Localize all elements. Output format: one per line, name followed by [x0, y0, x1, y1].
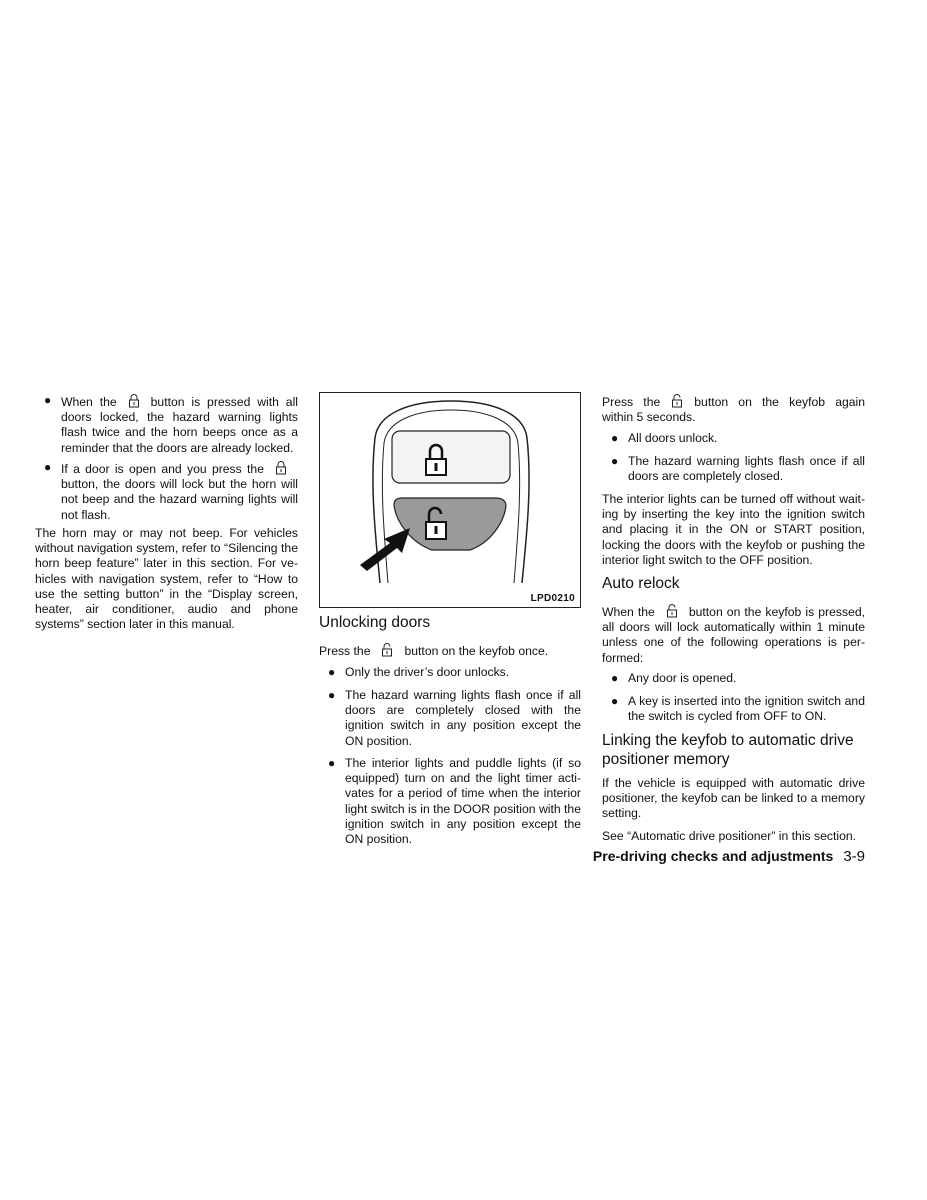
lock-open-icon [655, 603, 689, 617]
interior-lights-paragraph: The interior lights can be turned off without waiting by inserting the key into the ignition switch and placing it in the ON or START position, locking the doors with the keyfob or pushing the interior light switch to the OFF position. [602, 492, 865, 567]
heading-line-2: positioner memory [602, 750, 730, 768]
list-item [319, 756, 581, 847]
press-again-instruction [602, 393, 865, 425]
bullet-dot: ● [328, 665, 336, 679]
bullet-dot: ● [44, 460, 52, 474]
lock-open-icon [660, 393, 694, 407]
list-item [602, 671, 865, 686]
footer-section-title: Pre-driving checks and adjustments [592, 848, 834, 864]
lock-closed-icon [117, 393, 151, 407]
figure-label: LPD0210 [530, 592, 575, 604]
bullet-text: The hazard warning lights flash once if all doors are completely closed. [628, 454, 865, 484]
page-footer [593, 848, 865, 865]
list-item [319, 688, 581, 749]
bullet-dot: ● [328, 756, 336, 770]
list-item [602, 431, 865, 446]
bullet-text-pre: If a door is open and you press the [61, 462, 264, 476]
heading-line-1: Linking the keyfob to automatic drive [602, 732, 854, 749]
list-item [602, 454, 865, 484]
linking-paragraph: If the vehicle is equipped with automatic drive positioner, the keyfob can be linked to a memory setting. [602, 776, 865, 821]
bullet-dot: ● [328, 688, 336, 702]
press-instruction [319, 642, 581, 659]
bullet-text-pre: When the [61, 395, 117, 409]
list-item [35, 460, 298, 523]
when-text-post: button on the keyfob is pressed, all doors will lock automatically within 1 minute unless one of the following operations is performed: [602, 605, 865, 665]
bullet-text: All doors unlock. [628, 431, 718, 445]
press-text-post: button on the keyfob once. [404, 644, 549, 658]
see-reference-paragraph: See “Automatic drive positioner” in this section. [602, 829, 857, 843]
when-text-pre: When the [602, 605, 655, 619]
bullet-dot: ● [611, 454, 619, 468]
bullet-dot: ● [611, 431, 619, 445]
page-number: 3-9 [843, 848, 865, 865]
keyfob-figure [319, 392, 581, 608]
bullet-text: Only the driver’s door unlocks. [345, 665, 510, 679]
bullet-text-post: button is pressed with all doors locked, the hazard warning lights flash twice and the horn beeps once as a reminder that the doors are already locked. [61, 395, 298, 455]
press-text-pre: Press the [319, 644, 371, 658]
list-item [319, 665, 581, 680]
lock-closed-icon [264, 460, 298, 474]
heading-linking-keyfob [602, 732, 854, 769]
bullet-text: The hazard warning lights flash once if all doors are completely closed with the ignition switch in any position except the ON position. [345, 688, 581, 748]
heading-auto-relock: Auto relock [602, 575, 680, 592]
bullet-dot: ● [44, 393, 52, 407]
list-item [602, 694, 865, 724]
bullet-dot: ● [611, 694, 619, 708]
press-text-pre: Press the [602, 395, 661, 409]
heading-unlocking-doors: Unlocking doors [319, 614, 431, 631]
press-text-post: button on the keyfob again within 5 seconds. [602, 395, 866, 425]
bullet-dot: ● [611, 671, 619, 685]
horn-paragraph: The horn may or may not beep. For vehicles without navigation system, refer to “Silencing the horn beep feature” later in this section. For vehicles with navigation system, refer to “How to use the setting button” in the “Display screen, heater, air conditioner, audio and phone systems” section later in this manual. [35, 526, 298, 632]
bullet-text: The interior lights and puddle lights (if so equipped) turn on and the light timer activates for a period of time when the interior light switch is in the DOOR position with the ignition switch in any position except the ON position. [345, 756, 581, 847]
bullet-text: A key is inserted into the ignition switch and the switch is cycled from OFF to ON. [628, 694, 865, 724]
keyfob-illustration [320, 393, 581, 608]
auto-relock-paragraph [602, 603, 865, 666]
lock-open-icon [370, 642, 404, 656]
bullet-text-post: button, the doors will lock but the horn will not beep and the hazard warning lights will not flash. [61, 477, 298, 522]
bullet-text: Any door is opened. [628, 671, 737, 685]
list-item [35, 393, 298, 456]
